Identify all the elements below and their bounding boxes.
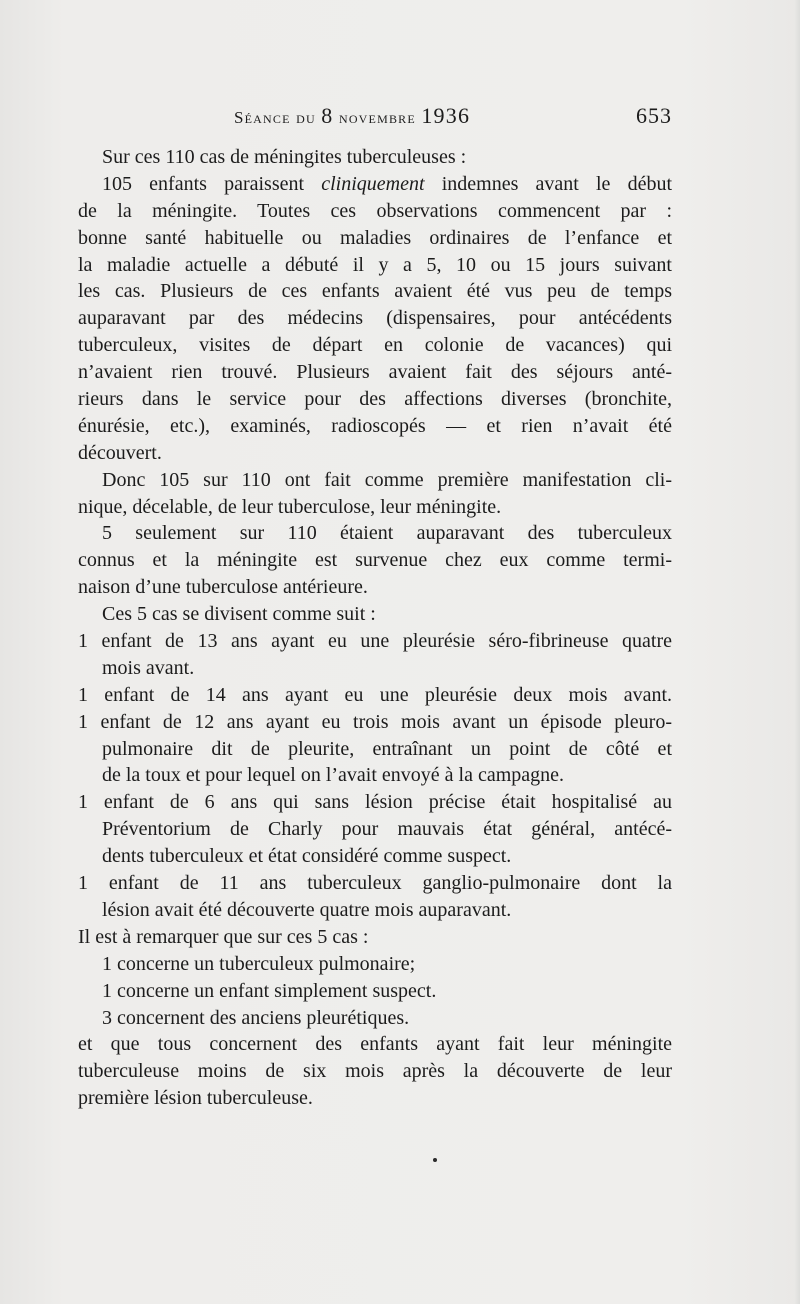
text-line: n’avaient rien trouvé. Plusieurs avaient fait des séjours anté- <box>78 361 672 384</box>
text-line: tuberculeux, visites de départ en colonie de vacances) qui <box>78 334 672 357</box>
text-line: lésion avait été découverte quatre mois auparavant. <box>102 898 512 921</box>
text-line: dents tuberculeux et état considéré comme suspect. <box>102 845 512 868</box>
running-title-month: novembre <box>338 108 416 127</box>
text-line: 1 enfant de 13 ans ayant eu une pleurésie séro-fibrineuse quatre <box>78 630 672 653</box>
page-number: 653 <box>636 103 672 128</box>
ink-dot <box>433 1158 437 1162</box>
text-line: rieurs dans le service pour des affections diverses (bronchite, <box>78 388 672 411</box>
text-fragment: 105 enfants paraissent <box>102 172 305 195</box>
running-title-prefix: Séance du <box>234 108 316 127</box>
text-line: de la méningite. Toutes ces observations commencent par : <box>78 199 672 222</box>
text-line: 1 concerne un enfant simplement suspect. <box>102 979 437 1002</box>
text-line <box>78 171 672 198</box>
text-line: 3 concernent des anciens pleurétiques. <box>102 1006 410 1029</box>
text-line: pulmonaire dit de pleurite, entraînant un point de côté et <box>102 737 672 760</box>
text-line: tuberculeuse moins de six mois après la découverte de leur <box>78 1060 672 1083</box>
text-line: naison d’une tuberculose antérieure. <box>78 576 368 599</box>
running-title <box>234 103 470 129</box>
text-line: 1 enfant de 6 ans qui sans lésion précise était hospitalisé au <box>78 791 672 814</box>
text-line: auparavant par des médecins (dispensaires, pour antécédents <box>78 307 672 330</box>
text-line: la maladie actuelle a débuté il y a 5, 10 ou 15 jours suivant <box>78 253 672 276</box>
body-text <box>78 144 672 1112</box>
emphasized-word: cliniquement <box>321 172 425 195</box>
text-line: Il est à remarquer que sur ces 5 cas : <box>78 925 369 948</box>
text-line: 1 concerne un tuberculeux pulmonaire; <box>102 952 416 975</box>
text-line: nique, décelable, de leur tuberculose, leur méningite. <box>78 495 502 518</box>
text-line: les cas. Plusieurs de ces enfants avaient été vus peu de temps <box>78 280 672 303</box>
text-line: de la toux et pour lequel on l’avait envoyé à la campagne. <box>102 764 565 787</box>
page-edge-shadow <box>794 0 800 1304</box>
text-line: et que tous concernent des enfants ayant fait leur méningite <box>78 1033 672 1056</box>
text-line: Préventorium de Charly pour mauvais état général, antécé- <box>102 818 672 841</box>
text-line: 1 enfant de 14 ans ayant eu une pleurésie deux mois avant. <box>78 683 672 706</box>
text-line: première lésion tuberculeuse. <box>78 1087 313 1110</box>
running-title-day: 8 <box>321 103 334 128</box>
text-line: 1 enfant de 11 ans tuberculeux ganglio-pulmonaire dont la <box>78 872 672 895</box>
text-line: Sur ces 110 cas de méningites tuberculeuses : <box>102 146 467 168</box>
running-header <box>78 103 672 133</box>
text-line: Ces 5 cas se divisent comme suit : <box>102 603 376 626</box>
text-line: connus et la méningite est survenue chez eux comme termi- <box>78 549 672 572</box>
text-line: mois avant. <box>102 656 195 679</box>
text-line: énurésie, etc.), examinés, radioscopés — et rien n’avait été <box>78 414 672 437</box>
text-fragment: indemnes avant le début <box>441 172 672 195</box>
text-line: 5 seulement sur 110 étaient auparavant des tuberculeux <box>102 522 672 545</box>
running-title-year: 1936 <box>421 103 471 128</box>
text-line: Donc 105 sur 110 ont fait comme première manifestation cli- <box>102 468 672 491</box>
text-line: bonne santé habituelle ou maladies ordinaires de l’enfance et <box>78 226 672 249</box>
text-line: découvert. <box>78 441 162 464</box>
text-line: 1 enfant de 12 ans ayant eu trois mois avant un épisode pleuro- <box>78 710 672 733</box>
